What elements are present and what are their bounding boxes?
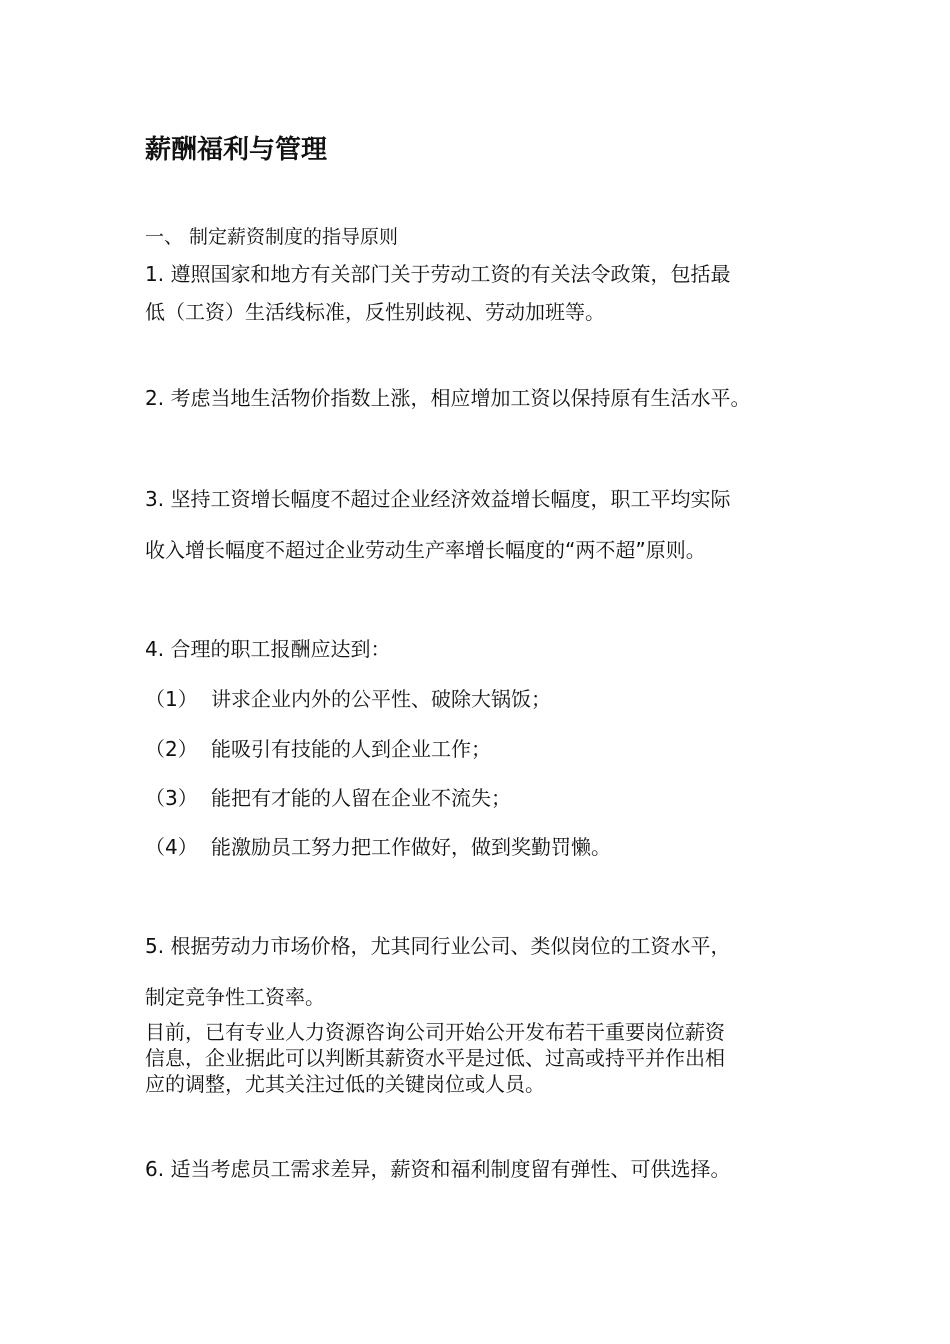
item-number: （2） [145, 737, 198, 761]
principle-5-note-line-3: 应的调整，尤其关注过低的关键岗位或人员。 [145, 1072, 545, 1096]
item-number: （3） [145, 786, 198, 810]
principle-4-item [145, 786, 511, 810]
principle-4-item [145, 687, 551, 711]
principle-4-intro: 4. 合理的职工报酬应达到： [145, 637, 391, 661]
principle-5-note-line-2: 信息，企业据此可以判断其薪资水平是过低、过高或持平并作出相 [145, 1046, 725, 1070]
principle-2: 2. 考虑当地生活物价指数上涨，相应增加工资以保持原有生活水平。 [145, 386, 751, 410]
principle-1-line-2: 低（工资）生活线标准，反性别歧视、劳动加班等。 [145, 300, 605, 324]
principle-1-line-1: 1. 遵照国家和地方有关部门关于劳动工资的有关法令政策，包括最 [145, 262, 731, 286]
item-number: （1） [145, 687, 198, 711]
principle-5-line-2: 制定竞争性工资率。 [145, 985, 325, 1009]
section-heading: 一、 制定薪资制度的指导原则 [145, 226, 399, 248]
document-title: 薪酬福利与管理 [145, 135, 328, 165]
item-text: 能激励员工努力把工作做好，做到奖勤罚懒。 [211, 835, 611, 859]
principle-4-item [145, 835, 611, 859]
principle-5-line-1: 5. 根据劳动力市场价格，尤其同行业公司、类似岗位的工资水平， [145, 934, 731, 958]
principle-3-line-2: 收入增长幅度不超过企业劳动生产率增长幅度的“两不超”原则。 [145, 538, 706, 562]
item-text: 能把有才能的人留在企业不流失； [211, 786, 511, 810]
principle-5-note-line-1: 目前，已有专业人力资源咨询公司开始公开发布若干重要岗位薪资 [145, 1020, 725, 1044]
item-text: 讲求企业内外的公平性、破除大锅饭； [211, 687, 551, 711]
item-text: 能吸引有技能的人到企业工作； [211, 737, 491, 761]
item-number: （4） [145, 835, 198, 859]
principle-4-item [145, 737, 491, 761]
principle-3-line-1: 3. 坚持工资增长幅度不超过企业经济效益增长幅度，职工平均实际 [145, 487, 731, 511]
principle-6: 6. 适当考虑员工需求差异，薪资和福利制度留有弹性、可供选择。 [145, 1157, 731, 1181]
